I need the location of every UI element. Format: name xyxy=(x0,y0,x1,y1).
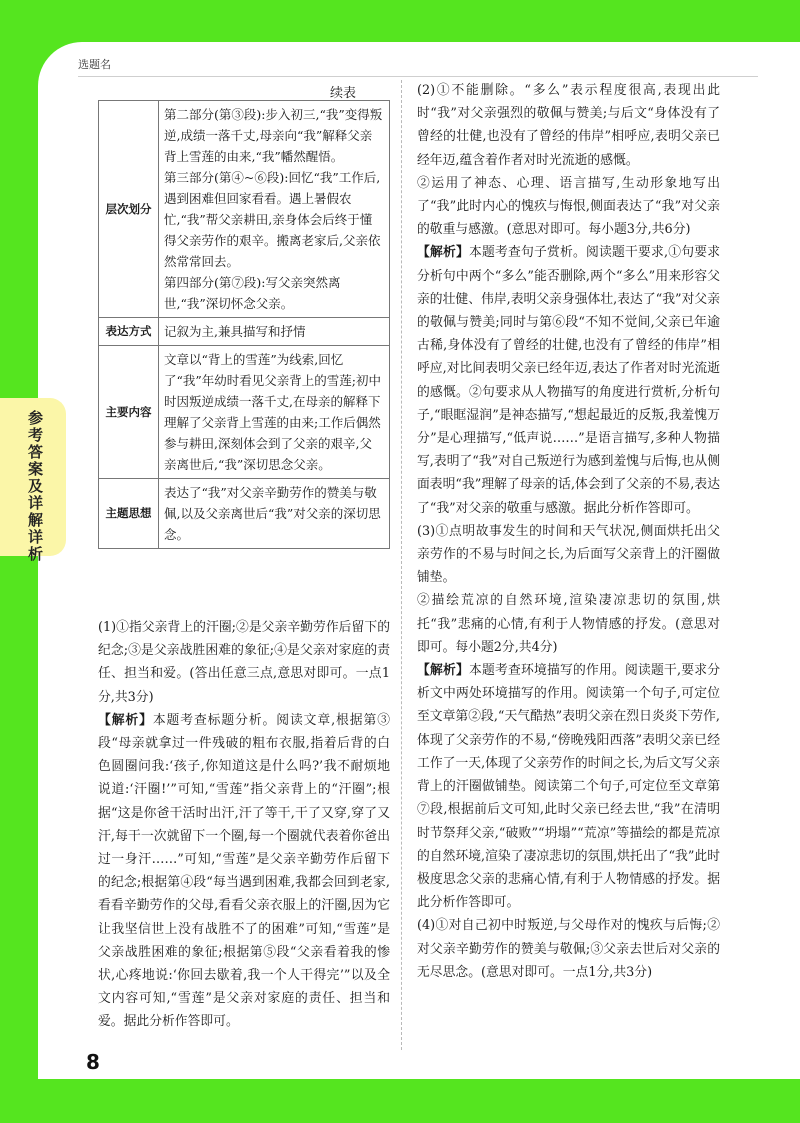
answer-text: 本题考查标题分析。阅读文章,根据第③段“母亲就拿过一件残破的粗布衣服,指着后背的白色圆圈问我:‘孩子,你知道这是什么吗?’我不耐烦地说道:‘汗圈!’”可知,“雪莲”指父亲背上的“汗圈”;根据“这是你爸干活时出汗,汗了等干,干了又穿,穿了又汗,每干一次就留下一个圈,每一个圈就代表着你爸出过一身汗……”可知,“雪莲”是父亲辛勤劳作后留下的纪念;根据第④段“每当遇到困难,我都会回到老家,看看辛勤劳作的父母,看看父亲衣服上的汗圈,因为它让我坚信世上没有战胜不了的困难”可知,“雪莲”是父亲战胜困难的象征;根据第⑤段“父亲看着我的惨状,心疼地说:‘你回去歇着,我一个人干得完’”以及全文内容可知,“雪莲”是父亲对家庭的责任、担当和爱。据此分析作答即可。 xyxy=(98,712,390,1030)
row-value xyxy=(159,318,390,346)
row-paragraph: 第二部分(第③段):步入初三,“我”变得叛逆,成绩一落千丈,母亲向“我”解释父亲背上雪莲的由来,“我”幡然醒悟。 xyxy=(164,107,383,164)
row-paragraph: 文章以“背上的雪莲”为线索,回忆了“我”年幼时看见父亲背上的雪莲;初中时因叛逆成绩一落千丈,在母亲的解释下理解了父亲背上雪莲的由来;工作后偶然参与耕田,深刻体会到了父亲的艰辛,父亲离世后,“我”深切思念父亲。 xyxy=(164,352,381,472)
analysis-tag: 【解析】 xyxy=(98,712,153,728)
answer-paragraph xyxy=(98,616,390,709)
row-key: 层次划分 xyxy=(99,101,159,318)
row-value xyxy=(159,346,390,479)
right-answer-column xyxy=(417,79,720,984)
answer-text: (4)①对自己初中时叛逆,与父母作对的愧疚与后悔;②对父亲辛勤劳作的赞美与敬佩;③父亲去世后对父亲的无尽思念。(意思对即可。一点1分,共3分) xyxy=(417,918,720,980)
table-row xyxy=(99,479,390,549)
page-number: 8 xyxy=(86,1050,100,1074)
answer-paragraph xyxy=(417,520,720,590)
answer-text: (2)①不能删除。“多么”表示程度很高,表现出此时“我”对父亲强烈的敬佩与赞美;与后文“身体没有了曾经的壮健,也没有了曾经的伟岸”相呼应,表明父亲已经年迈,蕴含着作者对时光流逝的感慨。 xyxy=(417,83,720,168)
table-row xyxy=(99,318,390,346)
table-continued-label: 续表 xyxy=(330,86,357,101)
table-row xyxy=(99,101,390,318)
answer-paragraph xyxy=(417,79,720,172)
side-tab xyxy=(0,398,66,563)
answer-paragraph xyxy=(417,241,720,519)
answer-text: (1)①指父亲背上的汗圈;②是父亲辛勤劳作后留下的纪念;③是父亲战胜困难的象征;④是父亲对家庭的责任、担当和爱。(答出任意三点,意思对即可。一点1分,共3分) xyxy=(98,620,390,705)
summary-table xyxy=(98,100,390,549)
row-value xyxy=(159,479,390,549)
answer-paragraph xyxy=(417,172,720,242)
column-divider xyxy=(401,80,402,1050)
row-paragraph: 表达了“我”对父亲辛勤劳作的赞美与敬佩,以及父亲离世后“我”对父亲的深切思念。 xyxy=(164,485,381,542)
side-tab-label: 参考答案及详解详析 xyxy=(28,409,44,563)
left-answer-column xyxy=(98,616,390,1034)
table-row xyxy=(99,346,390,479)
answer-text: 本题考查环境描写的作用。阅读题干,要求分析文中两处环境描写的作用。阅读第一个句子,可定位至文章第②段,“天气酷热”表明父亲在烈日炎炎下劳作,体现了父亲劳作的不易,“傍晚残阳西落”表明父亲已经工作了一天,体现了父亲劳作的时间之长,为后文写父亲背上的汗圈做铺垫。阅读第二个句子,可定位至文章第⑦段,根据前后文可知,此时父亲已经去世,“我”在清明时节祭拜父亲,“破败”“坍塌”“荒凉”等描绘的都是荒凉的自然环境,渲染了凄凉悲切的氛围,烘托出了“我”此时极度思念父亲的悲痛心情,有利于人物情感的抒发。据此分析作答即可。 xyxy=(417,663,721,911)
row-key: 表达方式 xyxy=(99,318,159,346)
row-paragraph: 第三部分(第④~⑥段):回忆“我”工作后,遇到困难但回家看看。遇上暑假农忙,“我”帮父亲耕田,亲身体会后终于懂得父亲劳作的艰辛。搬离老家后,父亲依然常常回去。 xyxy=(164,170,381,269)
answer-text: ②描绘荒凉的自然环境,渲染凄凉悲切的氛围,烘托“我”悲痛的心情,有利于人物情感的抒发。(意思对即可。每小题2分,共4分) xyxy=(417,593,720,655)
row-paragraph: 第四部分(第⑦段):写父亲突然离世,“我”深切怀念父亲。 xyxy=(164,275,341,311)
answer-paragraph xyxy=(417,659,720,914)
answer-text: ②运用了神态、心理、语言描写,生动形象地写出了“我”此时内心的愧疚与悔恨,侧面表达了“我”对父亲的敬重与感激。(意思对即可。每小题3分,共6分) xyxy=(417,175,720,238)
header-title: 选题名 xyxy=(78,58,111,71)
answer-paragraph xyxy=(417,589,720,659)
answer-text: 本题考查句子赏析。阅读题干要求,①句要求分析句中两个“多么”能否删除,两个“多么”用来形容父亲的壮健、伟岸,表明父亲身强体壮,表达了“我”对父亲的敬佩与赞美;同时与第⑥段“不知不觉间,父亲已年逾古稀,身体没有了曾经的壮健,也没有了曾经的伟岸”相呼应,对比间表明父亲已经年迈,表达了作者对时光流逝的感慨。②句要求从人物描写的角度进行赏析,分析句子,“眼眶湿润”是神态描写,“想起最近的反叛,我羞愧万分”是心理描写,“低声说……”是语言描写,多种人物描写,表明了“我”对自己叛逆行为感到羞愧与后悔,也从侧面表明“我”理解了母亲的话,体会到了父亲的不易,表达了“我”对父亲的敬重与感激。据此分析作答即可。 xyxy=(417,245,721,516)
row-key: 主要内容 xyxy=(99,346,159,479)
row-value xyxy=(159,101,390,318)
analysis-tag: 【解析】 xyxy=(417,245,469,261)
answer-paragraph xyxy=(98,709,390,1034)
answer-paragraph xyxy=(417,914,720,984)
header-divider xyxy=(78,76,758,77)
answer-text: (3)①点明故事发生的时间和天气状况,侧面烘托出父亲劳作的不易与时间之长,为后面写父亲背上的汗圈做铺垫。 xyxy=(417,523,720,586)
row-key: 主题思想 xyxy=(99,479,159,549)
analysis-tag: 【解析】 xyxy=(417,663,469,679)
row-paragraph: 记叙为主,兼具描写和抒情 xyxy=(164,324,306,339)
